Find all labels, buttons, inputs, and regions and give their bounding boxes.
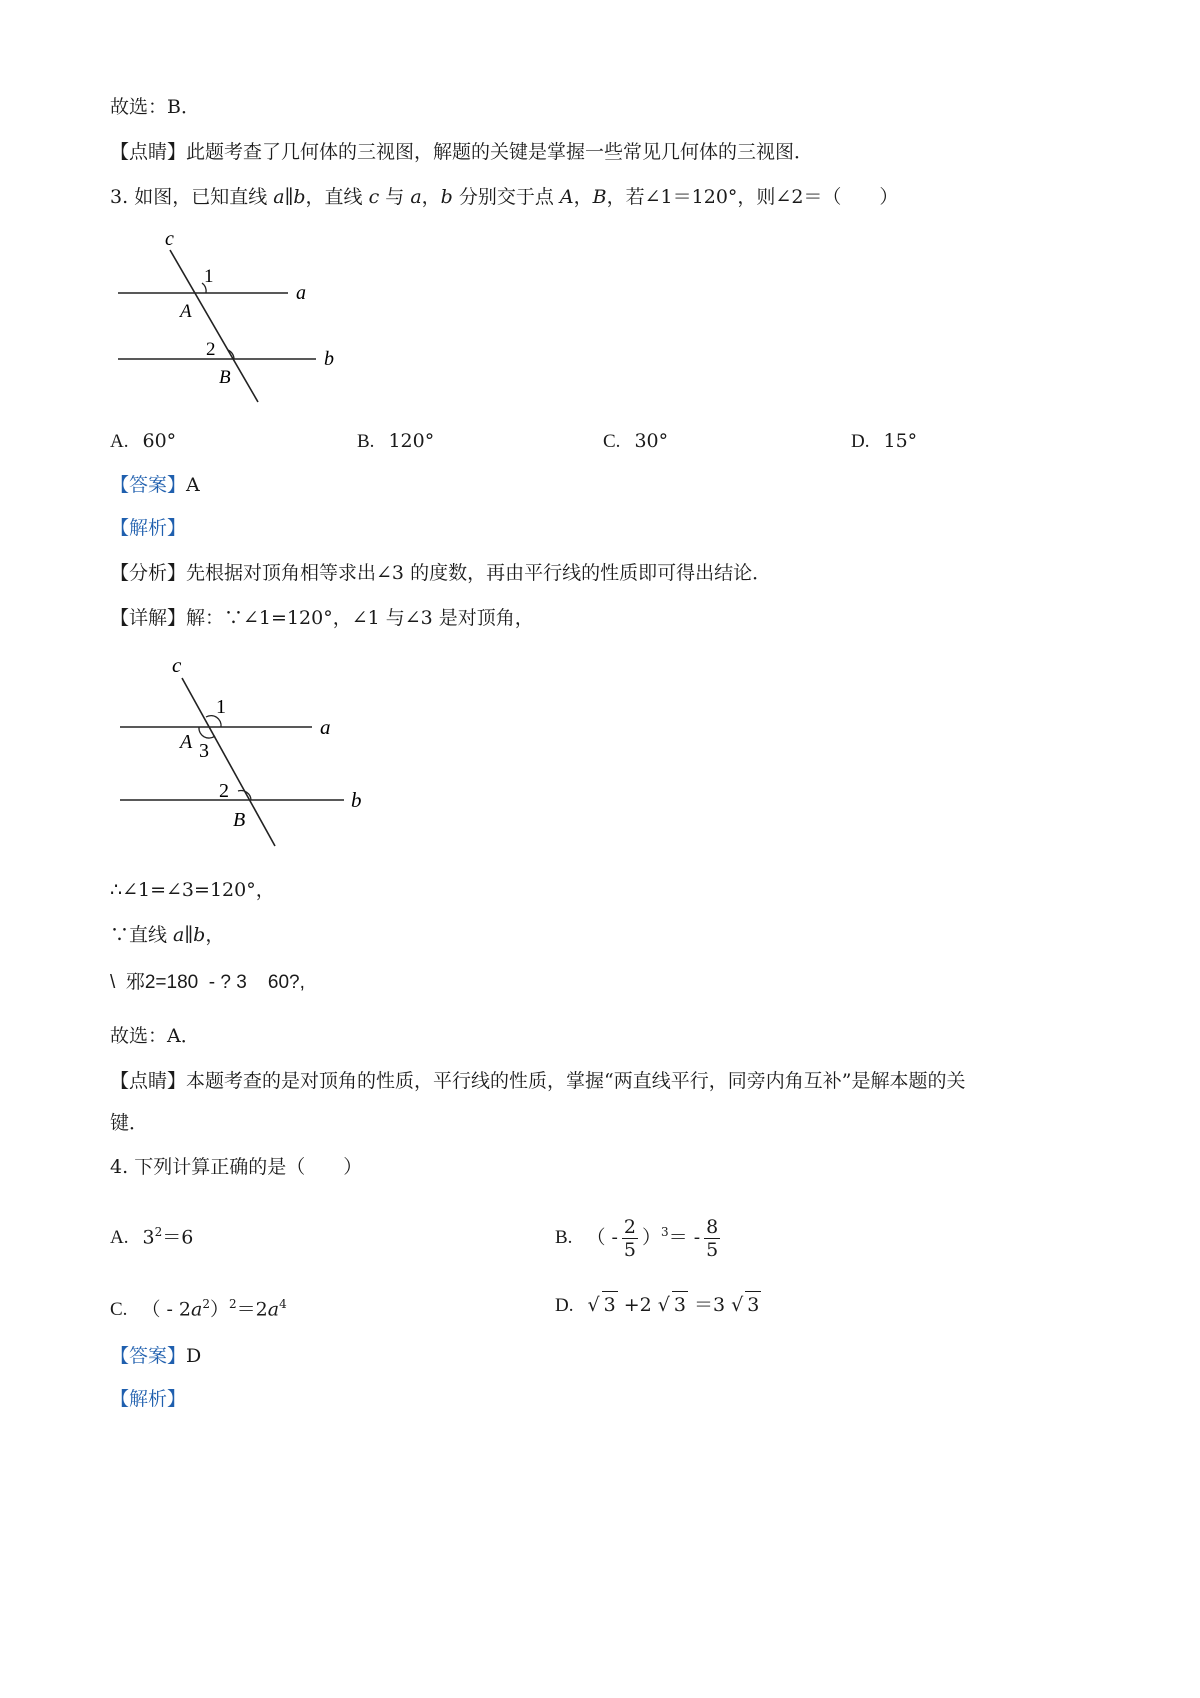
option-value: 60° bbox=[142, 430, 177, 452]
radicand: 3 bbox=[672, 1291, 688, 1318]
parallel-lines-figure-1 bbox=[110, 225, 350, 410]
close-paren: ） bbox=[210, 1298, 230, 1321]
line-c bbox=[182, 678, 275, 846]
q4-option-b[interactable] bbox=[555, 1205, 724, 1265]
parallel-symbol: ∥ bbox=[184, 924, 194, 946]
label-b: b bbox=[324, 348, 334, 370]
point-b: B bbox=[592, 186, 607, 208]
label-a: a bbox=[320, 715, 331, 739]
option-b[interactable] bbox=[357, 428, 434, 455]
question-3 bbox=[110, 184, 898, 210]
q4-option-d[interactable] bbox=[555, 1291, 761, 1319]
q4-option-c[interactable] bbox=[110, 1291, 287, 1323]
q3-text-2: ，直线 bbox=[305, 186, 369, 208]
paragraph-comment bbox=[110, 139, 813, 165]
numerator: 2 bbox=[623, 1215, 636, 1238]
tag-comment: 【点睛】 bbox=[110, 1070, 187, 1092]
option-value: 120° bbox=[388, 430, 435, 452]
parallel-symbol: ∥ bbox=[284, 186, 294, 208]
sqrt-symbol: √ bbox=[731, 1294, 744, 1316]
var-a: a bbox=[191, 1298, 203, 1321]
label-angle-2: 2 bbox=[206, 339, 216, 360]
line-c bbox=[170, 250, 258, 402]
label-b: b bbox=[351, 788, 362, 812]
option-a[interactable] bbox=[110, 428, 176, 455]
paragraph-analysis bbox=[110, 560, 771, 586]
tag-analysis: 【解析】 bbox=[110, 1388, 187, 1410]
tag-answer: 【答案】 bbox=[110, 474, 187, 496]
parallel-lines-figure-2 bbox=[110, 650, 380, 855]
fraction bbox=[622, 1216, 638, 1261]
sqrt-symbol: √ bbox=[657, 1294, 670, 1316]
q3-text-6: ， bbox=[573, 186, 593, 208]
paragraph-choice-b: 故选：B． bbox=[110, 96, 200, 118]
var-c: c bbox=[368, 186, 380, 208]
option-letter: D. bbox=[555, 1295, 574, 1316]
radicand: 3 bbox=[745, 1291, 761, 1318]
denominator: 5 bbox=[706, 1238, 719, 1261]
question-text: 下列计算正确的是（ ） bbox=[134, 1156, 363, 1178]
q3-text-3: 与 bbox=[379, 186, 411, 208]
q3-text-4: ， bbox=[421, 186, 441, 208]
q3-text-7: ，若∠1＝120°，则∠2＝（ ） bbox=[606, 186, 899, 208]
answer-value: A bbox=[186, 474, 200, 496]
paragraph-comment-2-cont: 键． bbox=[110, 1112, 149, 1134]
xiangjie-text: 解：∵∠1=120°，∠1 与∠3 是对顶角， bbox=[186, 607, 534, 629]
paragraph-detail bbox=[110, 605, 534, 631]
label-angle-2: 2 bbox=[219, 780, 229, 802]
var-b: b bbox=[440, 186, 453, 208]
paragraph-choice-a: 故选：A． bbox=[110, 1025, 200, 1047]
var-b: b bbox=[193, 924, 206, 946]
exponent: 3 bbox=[661, 1225, 669, 1239]
option-letter: D. bbox=[851, 431, 870, 452]
step-2-text: ∵直线 bbox=[110, 924, 174, 946]
q3-text-1: 如图，已知直线 bbox=[134, 186, 274, 208]
option-letter: A. bbox=[110, 1227, 129, 1249]
answer-line bbox=[110, 472, 200, 498]
option-value: 15° bbox=[883, 430, 918, 452]
label-c: c bbox=[172, 653, 182, 677]
q4-option-a[interactable] bbox=[110, 1219, 193, 1251]
label-point-a: A bbox=[180, 731, 193, 753]
equals-three: ＝3 bbox=[687, 1294, 732, 1316]
denominator: 5 bbox=[623, 1238, 636, 1261]
label-angle-1: 1 bbox=[216, 696, 226, 718]
point-a: A bbox=[559, 186, 574, 208]
answer-value: D bbox=[186, 1345, 202, 1367]
equals: ＝2 bbox=[236, 1298, 268, 1321]
step-2 bbox=[110, 922, 224, 948]
tag-fenxi: 【分析】 bbox=[110, 562, 187, 584]
label-c: c bbox=[165, 228, 174, 250]
exponent: 4 bbox=[279, 1297, 287, 1311]
equals: ＝ - bbox=[668, 1226, 701, 1249]
numerator: 8 bbox=[706, 1215, 719, 1238]
label-point-b: B bbox=[233, 809, 246, 831]
option-letter: B. bbox=[555, 1227, 573, 1249]
tag-analysis: 【解析】 bbox=[110, 517, 187, 539]
var-b: b bbox=[293, 186, 306, 208]
close-paren: ） bbox=[642, 1226, 662, 1249]
label-a: a bbox=[296, 282, 306, 304]
option-letter: C. bbox=[110, 1299, 128, 1321]
exponent: 2 bbox=[229, 1297, 237, 1311]
option-letter: B. bbox=[357, 431, 375, 452]
base: 3 bbox=[142, 1226, 155, 1249]
sqrt-symbol: √ bbox=[587, 1294, 600, 1316]
answer-line-4 bbox=[110, 1343, 201, 1369]
question-number: 4. bbox=[110, 1156, 129, 1178]
label-point-a: A bbox=[180, 301, 192, 322]
option-rest: ＝6 bbox=[162, 1226, 194, 1249]
option-value: 30° bbox=[634, 430, 669, 452]
option-d[interactable] bbox=[851, 428, 917, 455]
tag-xiangjie: 【详解】 bbox=[110, 607, 187, 629]
var-a: a bbox=[410, 186, 422, 208]
radicand: 3 bbox=[602, 1291, 618, 1318]
tag-answer: 【答案】 bbox=[110, 1345, 187, 1367]
open-paren: （ - 2 bbox=[141, 1298, 192, 1321]
label-point-b: B bbox=[219, 367, 231, 388]
label-angle-3: 3 bbox=[199, 740, 209, 762]
exponent: 2 bbox=[202, 1297, 210, 1311]
option-c[interactable] bbox=[603, 428, 668, 455]
step-3-garbled: \ 邪2=180 - ? 3 60?, bbox=[110, 972, 305, 993]
question-4 bbox=[110, 1154, 362, 1180]
comment-text: 此题考查了几何体的三视图，解题的关键是掌握一些常见几何体的三视图． bbox=[186, 141, 814, 163]
option-letter: A. bbox=[110, 431, 129, 452]
option-letter: C. bbox=[603, 431, 621, 452]
fraction bbox=[704, 1216, 720, 1261]
var-a: a bbox=[173, 924, 185, 946]
q3-text-5: 分别交于点 bbox=[452, 186, 560, 208]
step-2-end: ， bbox=[205, 924, 225, 946]
comment-text: 本题考查的是对顶角的性质，平行线的性质，掌握“两直线平行，同旁内角互补”是解本题的关 bbox=[186, 1070, 966, 1092]
label-angle-1: 1 bbox=[204, 266, 214, 287]
plus-two: +2 bbox=[617, 1294, 658, 1316]
open-paren: （ - bbox=[586, 1226, 618, 1249]
tag-comment: 【点睛】 bbox=[110, 141, 187, 163]
question-number: 3. bbox=[110, 186, 129, 208]
step-1: ∴∠1=∠3=120°， bbox=[110, 879, 275, 901]
exponent: 2 bbox=[154, 1225, 163, 1239]
var-a: a bbox=[267, 1298, 280, 1321]
var-a: a bbox=[273, 186, 285, 208]
fenxi-text: 先根据对顶角相等求出∠3 的度数，再由平行线的性质即可得出结论． bbox=[186, 562, 772, 584]
paragraph-comment-2 bbox=[110, 1068, 965, 1094]
